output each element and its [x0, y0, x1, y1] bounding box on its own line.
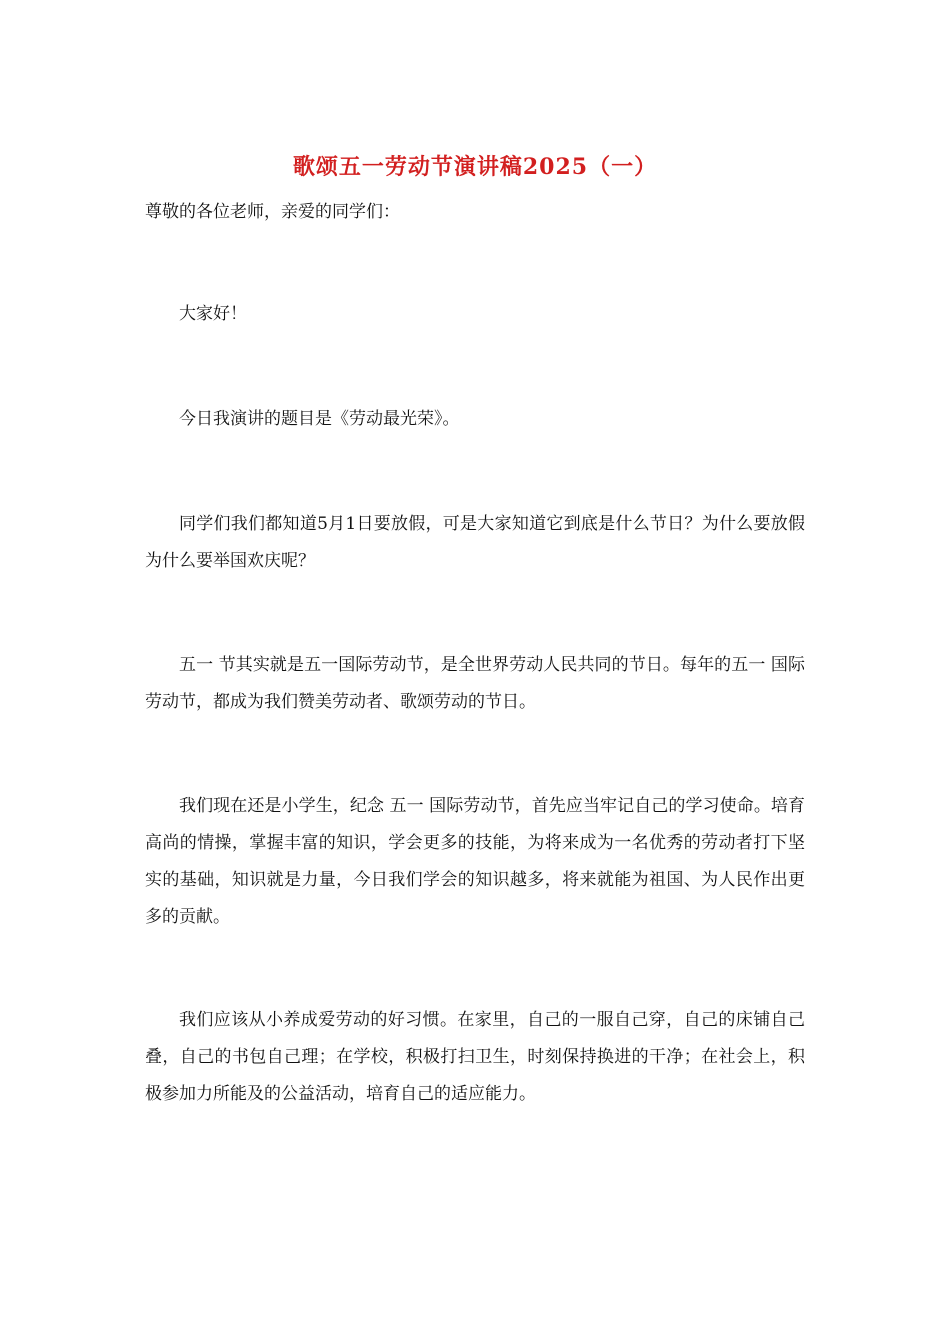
- paragraph-habits: 我们应该从小养成爱劳动的好习惯。在家里，自己的一服自己穿，自己的床铺自己叠，自己的书包自己理；在学校，积极打扫卫生，时刻保持换进的干净；在社会上，积极参加力所能及的公益活动，培育自己的适应能力。: [145, 1010, 805, 1104]
- paragraph-question: 同学们我们都知道5月1日要放假，可是大家知道它到底是什么节日？为什么要放假为什么要举国欢庆呢？: [145, 514, 805, 571]
- paragraph-greeting: 大家好！: [179, 304, 247, 324]
- salutation: 尊敬的各位老师，亲爱的同学们：: [145, 202, 400, 222]
- document-title: 歌颂五一劳动节演讲稿2025（一）: [292, 154, 658, 180]
- paragraph-topic: 今日我演讲的题目是《劳动最光荣》。: [179, 409, 460, 429]
- paragraph-study: 我们现在还是小学生，纪念 五一 国际劳动节，首先应当牢记自己的学习使命。培育高尚的情操，掌握丰富的知识，学会更多的技能，为将来成为一名优秀的劳动者打下坚实的基础，知识就是力量，今日我们学会的知识越多，将来就能为祖国、为人民作出更多的贡献。: [145, 796, 805, 927]
- paragraph-holiday: 五一 节其实就是五一国际劳动节，是全世界劳动人民共同的节日。每年的五一 国际劳动节，都成为我们赞美劳动者、歌颂劳动的节日。: [145, 655, 805, 712]
